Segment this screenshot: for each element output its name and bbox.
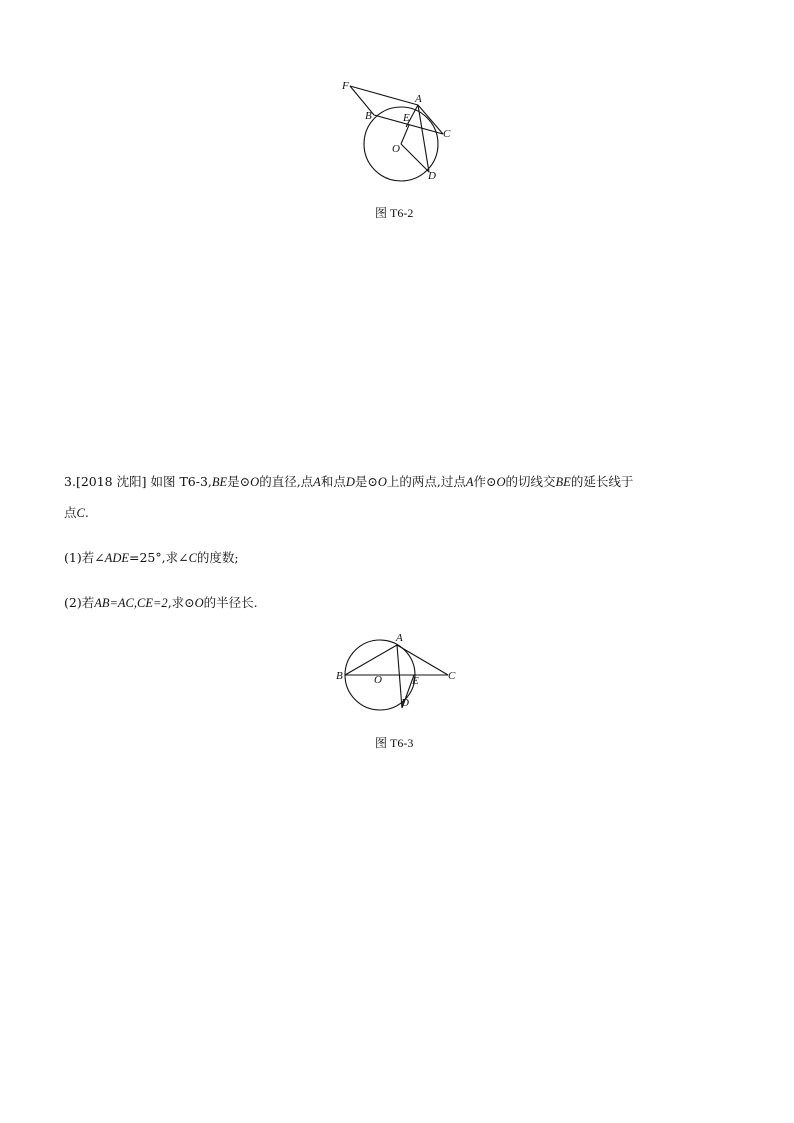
label-e: E — [403, 112, 410, 124]
var-a: A — [465, 475, 474, 489]
text: 的切线交 — [505, 474, 556, 489]
problem-source: [2018 沈阳] — [75, 474, 147, 489]
text: (2)若 — [64, 595, 95, 610]
segment-oe — [401, 125, 409, 144]
label-o: O — [392, 143, 400, 155]
figure-t6-2-caption: 图 T6-2 — [375, 206, 414, 220]
label-c: C — [448, 670, 456, 682]
label-b: B — [336, 670, 343, 682]
segment-fa — [350, 86, 418, 105]
label-o: O — [374, 674, 382, 686]
text: 的半径长. — [203, 595, 258, 610]
problem-3-part-1 — [64, 548, 239, 566]
label-c: C — [443, 128, 451, 140]
text: . — [84, 505, 89, 520]
text: 是⊙ — [354, 474, 378, 489]
problem-3-part-2 — [64, 593, 258, 611]
var-ade: ADE — [104, 551, 129, 565]
figure-t6-3-diagram — [330, 628, 465, 716]
condition-equation: AB=AC,CE=2 — [94, 596, 168, 610]
label-a: A — [396, 632, 403, 644]
var-o: O — [377, 475, 387, 489]
var-c: C — [188, 551, 197, 565]
problem-3-line-2 — [64, 503, 89, 521]
text: 点 — [64, 505, 77, 520]
label-e: E — [412, 675, 419, 687]
text: 上的两点,过点 — [386, 474, 466, 489]
text: 的直径,点 — [259, 474, 314, 489]
var-be: BE — [211, 475, 228, 489]
problem-number: 3. — [64, 474, 76, 489]
text: 如图 T6-3, — [150, 474, 212, 489]
var-o: O — [496, 475, 506, 489]
var-o: O — [250, 475, 260, 489]
var-c: C — [76, 506, 85, 520]
text: (1)若∠ — [64, 550, 105, 565]
figure-t6-2 — [330, 75, 470, 185]
var-o: O — [194, 596, 204, 610]
label-d: D — [401, 697, 409, 709]
text: 和点 — [320, 474, 346, 489]
text: =25°,求∠ — [129, 550, 189, 565]
text: ,求⊙ — [167, 595, 195, 610]
text: 的延长线于 — [570, 474, 634, 489]
var-d: D — [345, 475, 355, 489]
figure-t6-3 — [330, 628, 465, 716]
label-a: A — [415, 93, 422, 105]
text: 是⊙ — [227, 474, 251, 489]
label-f: F — [342, 80, 349, 92]
figure-t6-2-diagram — [330, 75, 470, 185]
text: 作⊙ — [473, 474, 497, 489]
segment-ac — [397, 645, 448, 675]
label-d: D — [428, 170, 436, 182]
problem-3-line-1 — [64, 472, 633, 490]
segment-ba — [345, 645, 397, 675]
var-a: A — [313, 475, 321, 489]
text: 的度数; — [196, 550, 239, 565]
var-be: BE — [555, 475, 571, 489]
label-b: B — [365, 110, 372, 122]
figure-t6-3-caption: 图 T6-3 — [375, 736, 414, 750]
